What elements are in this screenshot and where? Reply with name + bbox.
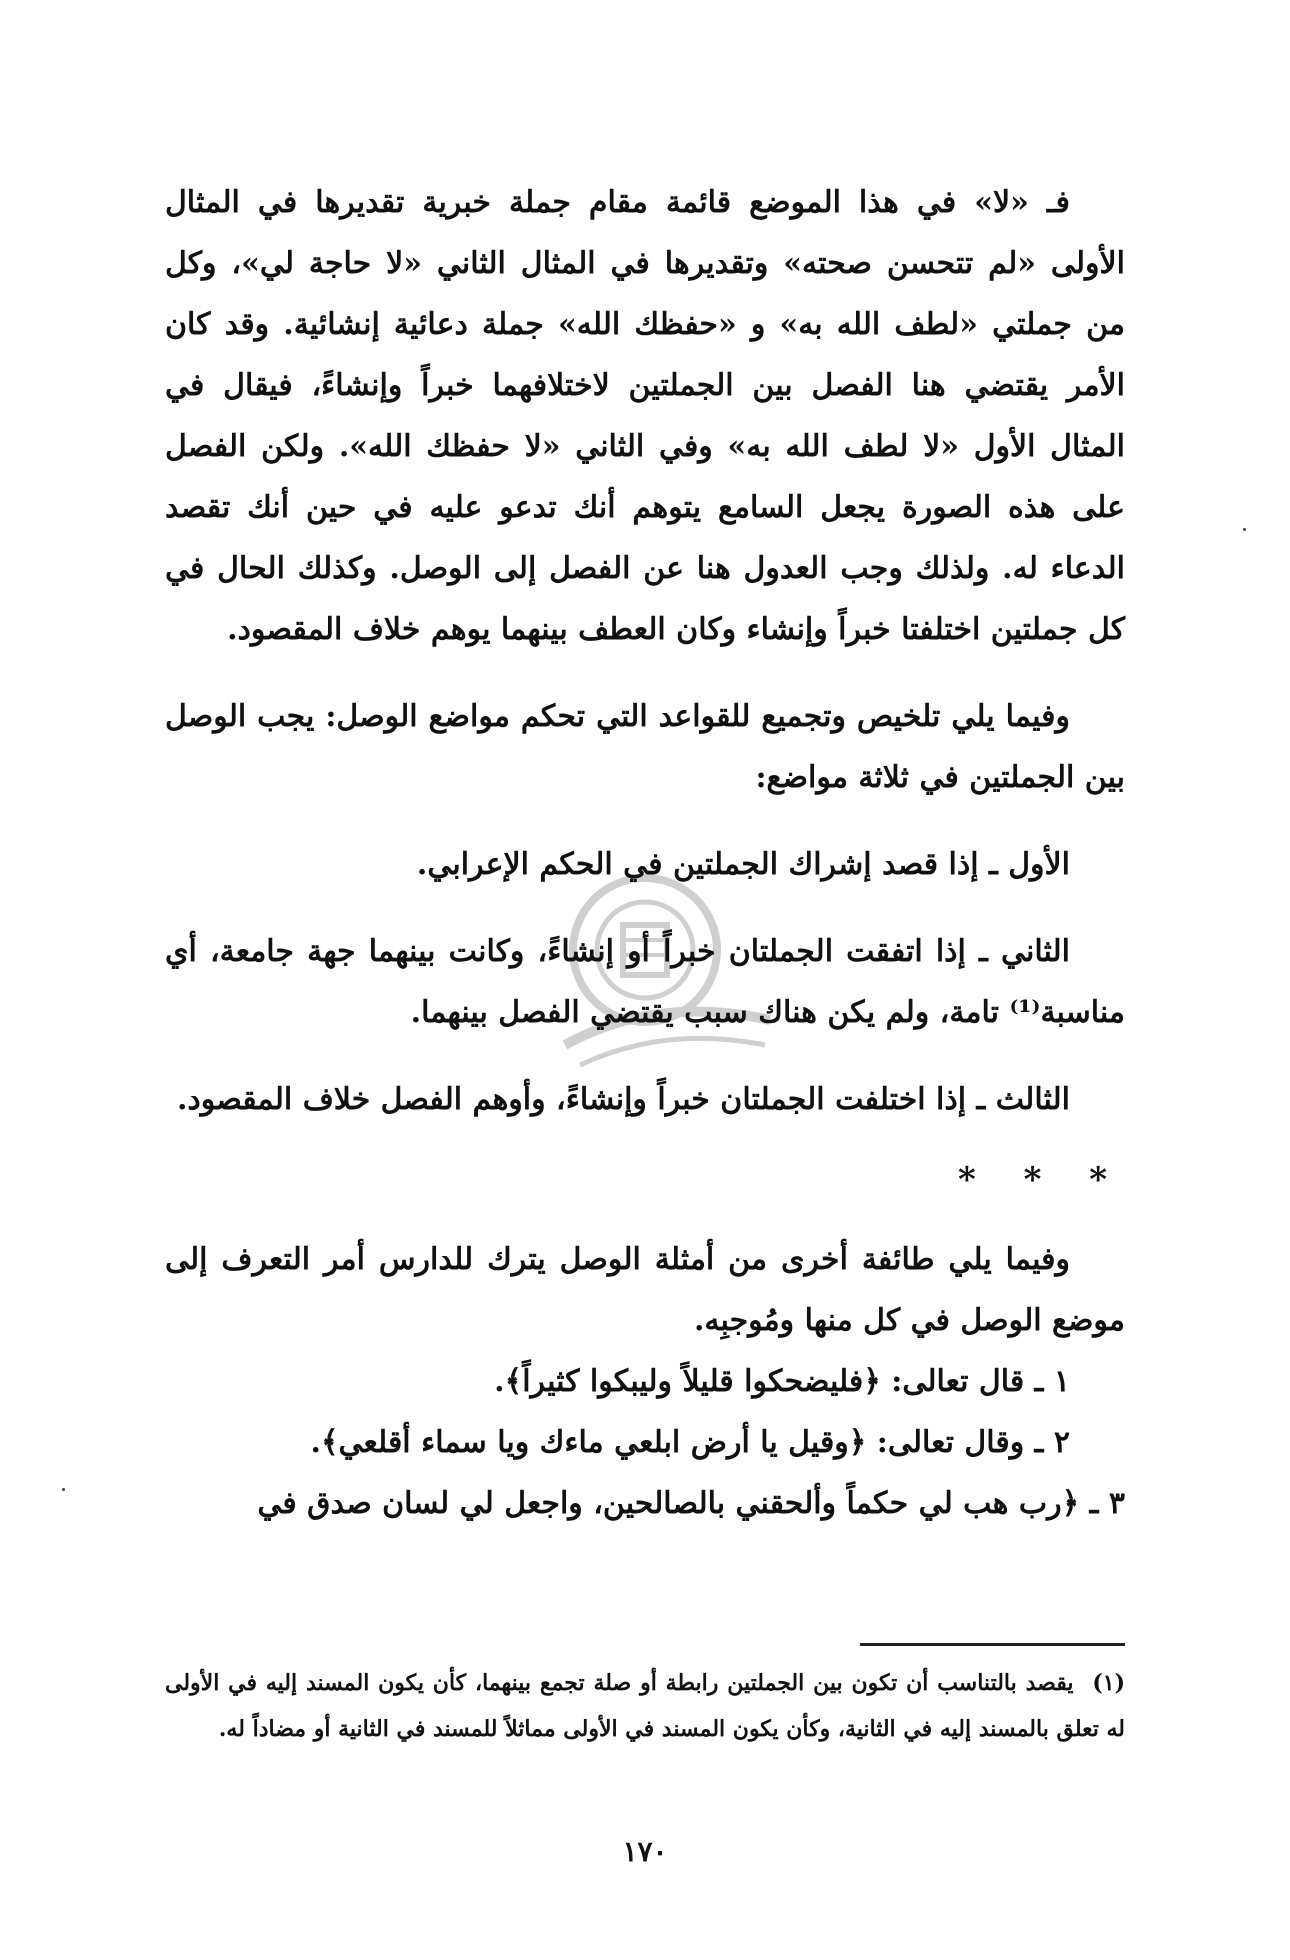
page-number: ١٧٠ (622, 1835, 668, 1868)
paragraph-summary-intro: وفيما يلي تلخيص وتجميع للقواعد التي تحكم مواضع الوصل: يجب الوصل بين الجملتين في ثلاثة مواضع: (165, 699, 1125, 795)
scan-speck (1243, 528, 1246, 531)
paragraph-examples-intro: وفيما يلي طائفة أخرى من أمثلة الوصل يترك للدارس أمر التعرف إلى موضع الوصل في كل منها ومُوجبِه. (165, 1242, 1125, 1338)
main-text (165, 172, 1125, 1534)
rule-first: الأول ـ إذا قصد إشراك الجملتين في الحكم الإعرابي. (416, 847, 1070, 882)
footnote-marker: (١) (1092, 1670, 1125, 1696)
footnote-divider (860, 1643, 1125, 1646)
section-separator: * * * (957, 1160, 1125, 1200)
footnote (165, 1660, 1125, 1752)
rule-third: الثالث ـ إذا اختلفت الجملتان خبراً وإنشاءً، وأوهم الفصل خلاف المقصود. (176, 1082, 1070, 1117)
rule-second: الثاني ـ إذا اتفقت الجملتان خبراً أو إنشاءً، وكانت بينهما جهة جامعة، أي مناسبة⁽¹⁾ تامة، ولم يكن هناك سبب يقتضي الفصل بينهما. (165, 934, 1125, 1030)
footnote-text: يقصد بالتناسب أن تكون بين الجملتين رابطة أو صلة تجمع بينهما، كأن يكون المسند إليه في الأولى له تعلق بالمسند إليه في الثانية، وكأن يكون المسند في الأولى مماثلاً للمسند في الثانية أو مضاداً له. (165, 1670, 1125, 1742)
example-item-3: ٣ ـ ﴿رب هب لي حكماً وألحقني بالصالحين، واجعل لي لسان صدق في (257, 1486, 1125, 1521)
example-item-2: ٢ ـ وقال تعالى: ﴿وقيل يا أرض ابلعي ماءك ويا سماء أقلعي﴾. (310, 1425, 1070, 1460)
scan-speck (62, 1488, 65, 1491)
example-item-1: ١ ـ قال تعالى: ﴿فليضحكوا قليلاً وليبكوا كثيراً﴾. (494, 1364, 1070, 1399)
paragraph-la-explanation: فـ «لا» في هذا الموضع قائمة مقام جملة خبرية تقديرها في المثال الأولى «لم تتحسن صحته» وتقديرها في المثال الثاني «لا حاجة لي»، وكل من جملتي «لطف الله به» و «حفظك الله» جملة دعائية إنشائية. وقد كان الأمر يقتضي هنا الفصل بين الجملتين لاختلافهما خبراً وإنشاءً، فيقال في المثال الأول «لا لطف الله به» وفي الثاني «لا حفظك الله». ولكن الفصل على هذه الصورة يجعل السامع يتوهم أنك تدعو عليه في حين أنك تقصد الدعاء له. ولذلك وجب العدول هنا عن الفصل إلى الوصل. وكذلك الحال في كل جملتين اختلفتا خبراً وإنشاء وكان العطف بينهما يوهم خلاف المقصود. (165, 185, 1125, 647)
